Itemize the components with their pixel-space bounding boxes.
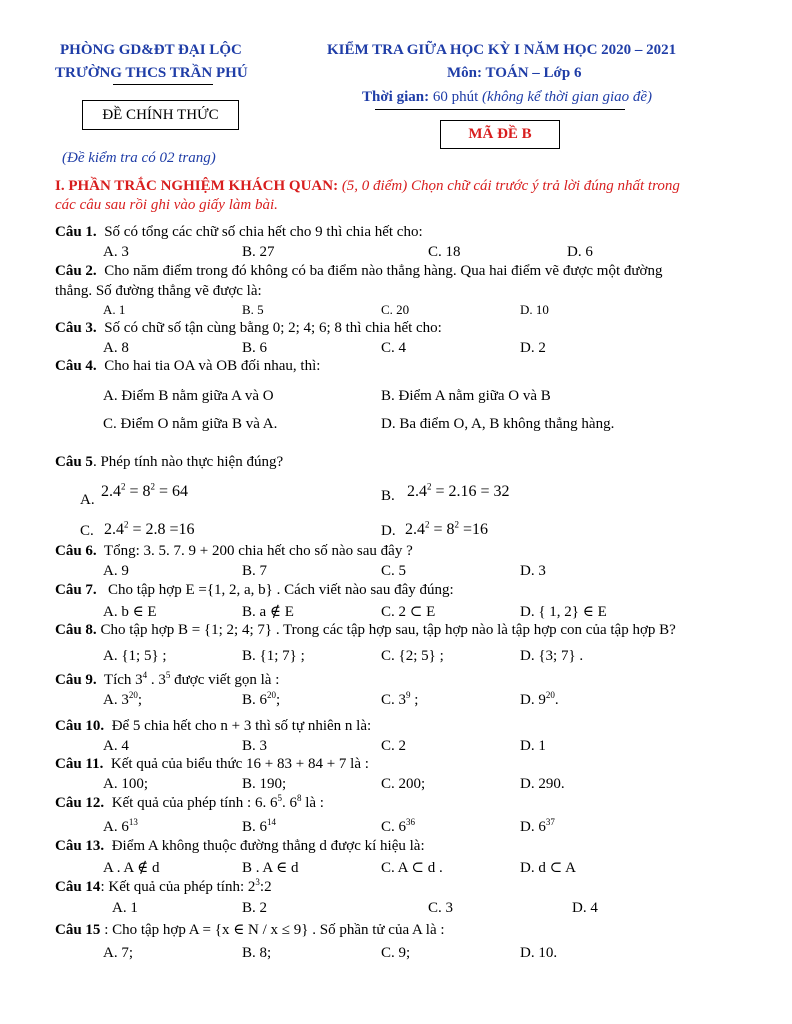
section-title-line	[55, 178, 680, 195]
official-box	[82, 100, 239, 130]
question-7: Câu 7. Cho tập hợp E ={1, 2, a, b} . Cách viết nào sau đây đúng:	[55, 582, 454, 598]
question-8: Câu 8. Cho tập hợp B = {1; 2; 4; 7} . Trong các tập hợp sau, tập hợp nào là tập hợp con của tập hợp B?	[55, 622, 676, 638]
q14-option-d[interactable]: D. 4	[572, 900, 598, 916]
section-points: (5, 0 điểm)	[341, 178, 408, 194]
time-label: Thời gian:	[362, 89, 430, 105]
q10-option-c[interactable]: C. 2	[381, 738, 407, 754]
q14-option-b[interactable]: B. 2	[242, 900, 268, 916]
question-11: Câu 11. Kết quả của biểu thức 16 + 83 + 84 + 7 là :	[55, 756, 369, 772]
q8-option-a[interactable]: A. {1; 5} ;	[103, 648, 167, 664]
question-10: Câu 10. Để 5 chia hết cho n + 3 thì số tự nhiên n là:	[55, 718, 372, 734]
q15-option-a[interactable]: A. 7;	[103, 945, 133, 961]
q9-option-a[interactable]: A. $3^{20}$;	[103, 690, 143, 708]
q1-option-b[interactable]: B. 27	[242, 244, 275, 260]
q3-option-c[interactable]: C. 4	[381, 340, 407, 356]
q2-option-b[interactable]: B. 5	[242, 302, 264, 317]
q11-option-d[interactable]: D. 290.	[520, 776, 565, 792]
time-underline	[375, 109, 625, 110]
question-2: Câu 2. Cho năm điểm trong đó không có ba điểm nào thẳng hàng. Qua hai điểm vẽ được một đường	[55, 263, 663, 279]
q14-option-a[interactable]: A. 1	[112, 900, 138, 916]
q12-option-d[interactable]: D. $6^{37}$	[520, 817, 555, 835]
official-label: ĐỀ CHÍNH THỨC	[102, 107, 219, 123]
q15-option-d[interactable]: D. 10.	[520, 945, 558, 961]
q8-option-c[interactable]: C. {2; 5} ;	[381, 648, 444, 664]
q5-option-b[interactable]: $2.4^2 = 2.16 = 32$	[407, 481, 510, 500]
q5-option-b-label[interactable]: B.	[381, 488, 395, 504]
q1-option-c[interactable]: C. 18	[428, 244, 461, 260]
time-line	[362, 89, 652, 106]
q8-option-d[interactable]: D. {3; 7} .	[520, 648, 584, 664]
school-underline	[113, 84, 213, 85]
q13-option-c[interactable]: C. A ⊂ d .	[381, 860, 443, 876]
q7-option-c[interactable]: C. 2 ⊂ E	[381, 604, 436, 620]
q12-option-a[interactable]: A. $6^{13}$	[103, 817, 138, 835]
q6-option-c[interactable]: C. 5	[381, 563, 407, 579]
q5-option-a-label[interactable]: A.	[80, 492, 95, 508]
q5-option-a[interactable]: $2.4^2 = 8^2 = 64$	[101, 481, 189, 500]
q2-option-c[interactable]: C. 20	[381, 302, 410, 317]
q13-option-a[interactable]: A . A ∉ d	[103, 860, 160, 876]
department-name: PHÒNG GD&ĐT ĐẠI LỘC	[60, 42, 242, 58]
q7-option-a[interactable]: A. b ∈ E	[103, 604, 157, 620]
q9-option-d[interactable]: D. $9^{20}$.	[520, 690, 559, 708]
q7-option-b[interactable]: B. a ∉ E	[242, 604, 294, 620]
q1-option-a[interactable]: A. 3	[103, 244, 129, 260]
q6-option-b[interactable]: B. 7	[242, 563, 268, 579]
q5-option-d[interactable]: $2.4^2 = 8^2 =16$	[405, 519, 489, 538]
q15-option-b[interactable]: B. 8;	[242, 945, 272, 961]
q12-option-b[interactable]: B. $6^{14}$	[242, 817, 277, 835]
time-note: (không kể thời gian giao đề)	[482, 89, 653, 105]
q4-option-d[interactable]: D. Ba điểm O, A, B không thẳng hàng.	[381, 416, 615, 432]
q5-option-c-label[interactable]: C.	[80, 523, 94, 539]
page-count-note: (Đề kiểm tra có 02 trang)	[62, 150, 216, 166]
question-4: Câu 4. Cho hai tia OA và OB đối nhau, thì:	[55, 358, 321, 374]
q13-option-d[interactable]: D. d ⊂ A	[520, 860, 576, 876]
q3-option-a[interactable]: A. 8	[103, 340, 129, 356]
q5-option-c[interactable]: $2.4^2 = 2.8 =16$	[104, 519, 195, 538]
q6-option-d[interactable]: D. 3	[520, 563, 546, 579]
q11-option-b[interactable]: B. 190;	[242, 776, 287, 792]
q1-option-d[interactable]: D. 6	[567, 244, 593, 260]
exam-code-box	[440, 120, 560, 149]
exam-code: MÃ ĐỀ B	[468, 126, 532, 142]
exam-title: KIỂM TRA GIỮA HỌC KỲ I NĂM HỌC 2020 – 2021	[327, 42, 677, 58]
q2-option-a[interactable]: A. 1	[103, 302, 126, 317]
q5-option-d-label[interactable]: D.	[381, 523, 396, 539]
q10-option-a[interactable]: A. 4	[103, 738, 129, 754]
q3-option-b[interactable]: B. 6	[242, 340, 268, 356]
time-value: 60 phút	[432, 89, 479, 105]
q9-option-b[interactable]: B. $6^{20}$;	[242, 690, 281, 708]
question-2-line-2: thẳng. Số đường thẳng vẽ được là:	[55, 283, 262, 299]
q4-option-b[interactable]: B. Điểm A nằm giữa O và B	[381, 388, 551, 404]
question-6: Câu 6. Tổng: 3. 5. 7. 9 + 200 chia hết cho số nào sau đây ?	[55, 543, 413, 559]
q10-option-b[interactable]: B. 3	[242, 738, 268, 754]
q4-option-a[interactable]: A. Điểm B nằm giữa A và O	[103, 388, 274, 404]
q4-option-c[interactable]: C. Điểm O nằm giữa B và A.	[103, 416, 278, 432]
subject-line: Môn: TOÁN – Lớp 6	[447, 65, 582, 81]
q6-option-a[interactable]: A. 9	[103, 563, 129, 579]
q9-option-c[interactable]: C. $3^9$ ;	[381, 690, 419, 708]
q3-option-d[interactable]: D. 2	[520, 340, 546, 356]
q7-option-d[interactable]: D. { 1, 2} ∈ E	[520, 604, 607, 620]
question-14: Câu 14: Kết quả của phép tính: $2^3:2$	[55, 877, 272, 895]
q11-option-a[interactable]: A. 100;	[103, 776, 148, 792]
q11-option-c[interactable]: C. 200;	[381, 776, 426, 792]
school-name: TRƯỜNG THCS TRẦN PHÚ	[55, 65, 248, 81]
question-3: Câu 3. Số có chữ số tận cùng bằng 0; 2; 4; 6; 8 thì chia hết cho:	[55, 320, 442, 336]
question-9: Câu 9. Tích $3^4$ . $3^5$ được viết gọn là :	[55, 670, 280, 688]
q2-option-d[interactable]: D. 10	[520, 302, 549, 317]
q13-option-b[interactable]: B . A ∈ d	[242, 860, 299, 876]
question-1: Câu 1. Số có tổng các chữ số chia hết cho 9 thì chia hết cho:	[55, 224, 423, 240]
q12-option-c[interactable]: C. $6^{36}$	[381, 817, 416, 835]
section-instruction-2: các câu sau rồi ghi vào giấy làm bài.	[55, 197, 278, 213]
question-5: Câu 5. Phép tính nào thực hiện đúng?	[55, 454, 284, 470]
q10-option-d[interactable]: D. 1	[520, 738, 546, 754]
section-instruction: Chọn chữ cái trước ý trả lời đúng nhất trong	[410, 178, 680, 194]
question-15: Câu 15 : Cho tập hợp A = {x ∈ N / x ≤ 9} . Số phần tử của A là :	[55, 922, 445, 938]
question-13: Câu 13. Điểm A không thuộc đường thẳng d được kí hiệu là:	[55, 838, 425, 854]
question-12: Câu 12. Kết quả của phép tính : 6. $6^5$. $6^8$ là :	[55, 793, 324, 811]
q14-option-c[interactable]: C. 3	[428, 900, 454, 916]
q8-option-b[interactable]: B. {1; 7} ;	[242, 648, 305, 664]
q15-option-c[interactable]: C. 9;	[381, 945, 411, 961]
section-title: I. PHẦN TRẮC NGHIỆM KHÁCH QUAN:	[55, 178, 339, 194]
